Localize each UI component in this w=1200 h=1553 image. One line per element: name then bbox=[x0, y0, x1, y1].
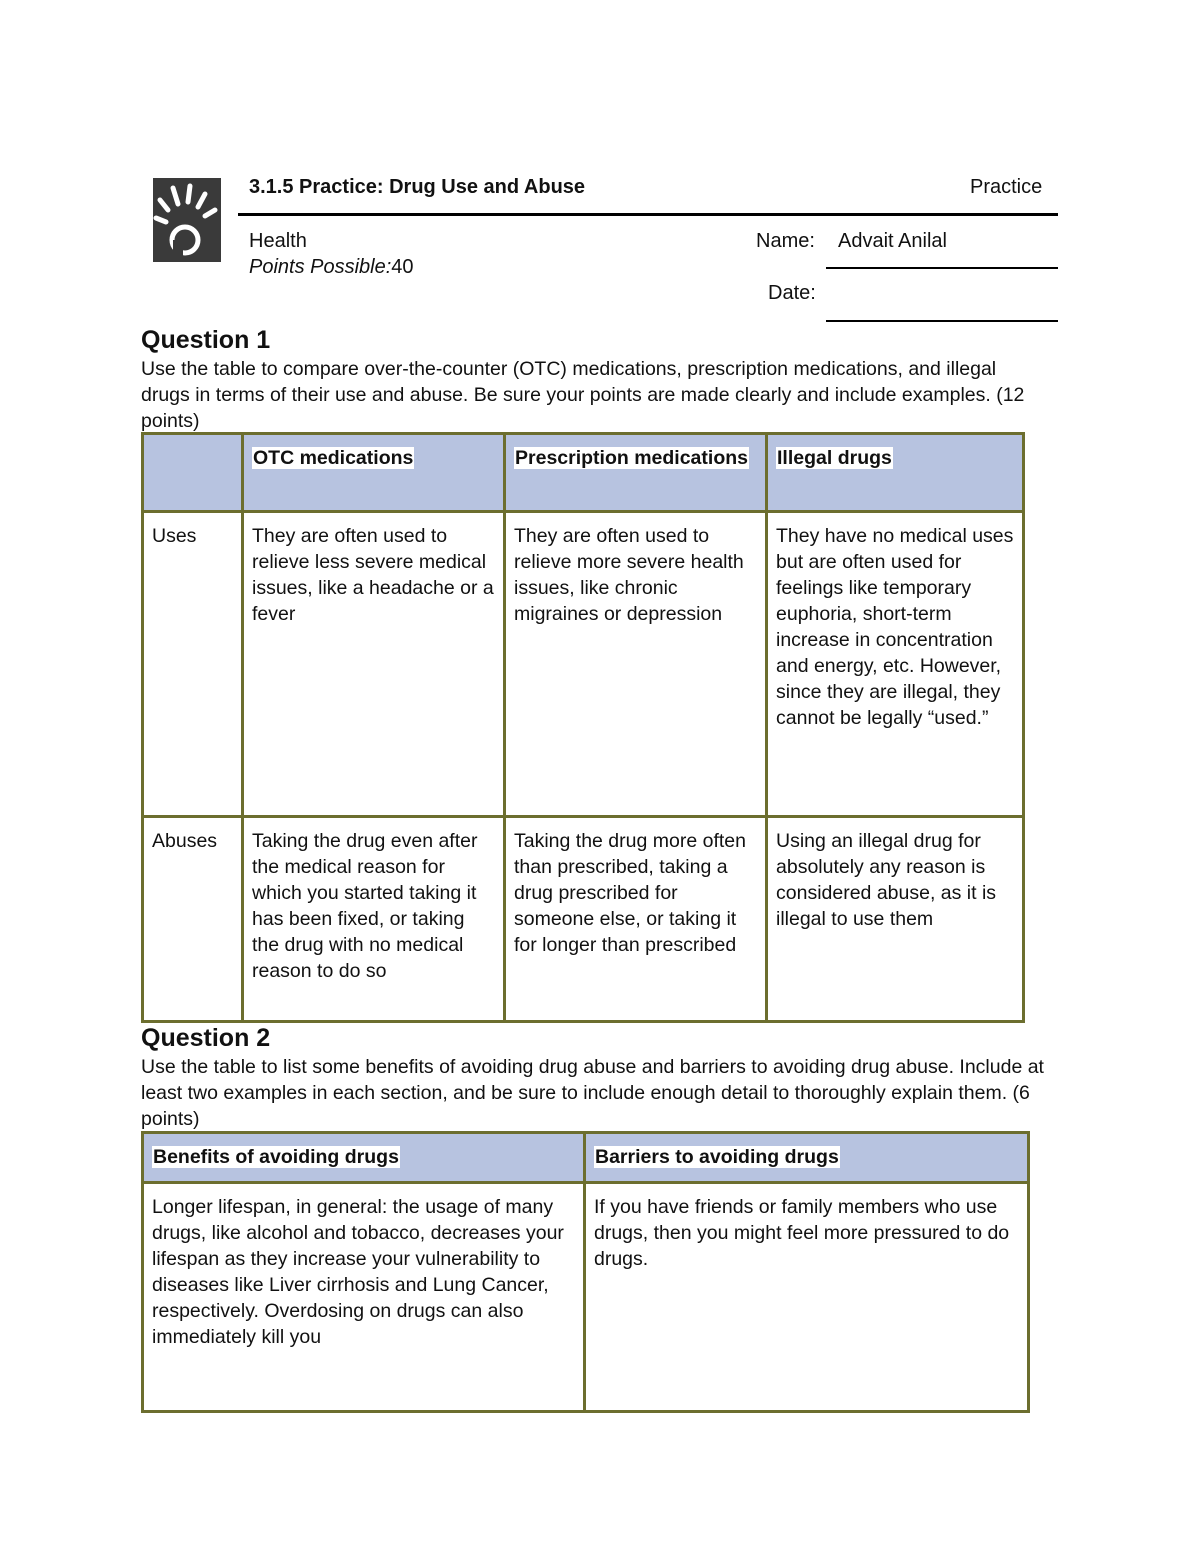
table-header-row bbox=[143, 1133, 1029, 1183]
name-underline bbox=[826, 267, 1058, 269]
answer-cell[interactable]: Using an illegal drug for absolutely any reason is considered abuse, as it is illegal to use them bbox=[767, 817, 1024, 1022]
answer-cell[interactable]: They are often used to relieve more severe health issues, like chronic migraines or depression bbox=[505, 512, 767, 817]
table-row bbox=[143, 1183, 1029, 1412]
row-label-uses: Uses bbox=[143, 512, 243, 817]
assignment-title: 3.1.5 Practice: Drug Use and Abuse bbox=[249, 176, 586, 198]
table-header-cell bbox=[143, 1133, 585, 1183]
column-header-barriers: Barriers to avoiding drugs bbox=[595, 1146, 839, 1168]
table-header-cell bbox=[143, 434, 243, 512]
date-field[interactable] bbox=[826, 320, 1058, 322]
assignment-type-label: Practice bbox=[970, 176, 1043, 198]
date-label: Date: bbox=[768, 282, 816, 304]
answer-cell[interactable]: Longer lifespan, in general: the usage of many drugs, like alcohol and tobacco, decreases your lifespan as they increase your vulnerability to diseases like Liver cirrhosis and Lung Cancer, respectively. Overdosing on drugs can also immediately kill you bbox=[143, 1183, 585, 1412]
question-2-prompt: Use the table to list some benefits of avoiding drug abuse and barriers to avoiding drug abuse. Include at least two examples in each section, and be sure to include enough detail to thoroughly explain them. (6 points) bbox=[141, 1056, 1044, 1130]
question-1-prompt: Use the table to compare over-the-counter (OTC) medications, prescription medications, and illegal drugs in terms of their use and abuse. Be sure your points are made clearly and include examples. (12 points) bbox=[141, 358, 1025, 432]
sunburst-logo-icon bbox=[153, 178, 221, 262]
table-row bbox=[143, 817, 1024, 1022]
points-value: 40 bbox=[391, 256, 414, 278]
column-header-benefits: Benefits of avoiding drugs bbox=[153, 1146, 399, 1168]
column-header-otc: OTC medications bbox=[253, 447, 414, 469]
table-header-cell bbox=[585, 1133, 1029, 1183]
name-label: Name: bbox=[756, 230, 815, 252]
header-rule bbox=[238, 213, 1058, 216]
answer-cell[interactable]: They have no medical uses but are often used for feelings like temporary euphoria, short-term increase in concentration and energy, etc. However, since they are illegal, they cannot be legally “used.” bbox=[767, 512, 1024, 817]
table-header-row bbox=[143, 434, 1024, 512]
question-1-heading: Question 1 bbox=[141, 326, 271, 354]
answer-cell[interactable]: Taking the drug more often than prescribed, taking a drug prescribed for someone else, or taking it for longer than prescribed bbox=[505, 817, 767, 1022]
column-header-illegal: Illegal drugs bbox=[777, 447, 892, 469]
question-1-table bbox=[141, 432, 1025, 1023]
points-label: Points Possible: bbox=[249, 256, 392, 278]
points-possible bbox=[249, 256, 414, 279]
subject-label: Health bbox=[249, 230, 307, 252]
question-2-heading: Question 2 bbox=[141, 1024, 271, 1052]
answer-cell[interactable]: If you have friends or family members who use drugs, then you might feel more pressured to do drugs. bbox=[585, 1183, 1029, 1412]
table-header-cell bbox=[243, 434, 505, 512]
table-row bbox=[143, 512, 1024, 817]
row-label-abuses: Abuses bbox=[143, 817, 243, 1022]
table-header-cell bbox=[767, 434, 1024, 512]
question-2-table bbox=[141, 1131, 1030, 1413]
answer-cell[interactable]: Taking the drug even after the medical reason for which you started taking it has been fixed, or taking the drug with no medical reason to do so bbox=[243, 817, 505, 1022]
column-header-prescription: Prescription medications bbox=[515, 447, 748, 469]
name-field[interactable]: Advait Anilal bbox=[838, 230, 947, 252]
answer-cell[interactable]: They are often used to relieve less severe medical issues, like a headache or a fever bbox=[243, 512, 505, 817]
table-header-cell bbox=[505, 434, 767, 512]
